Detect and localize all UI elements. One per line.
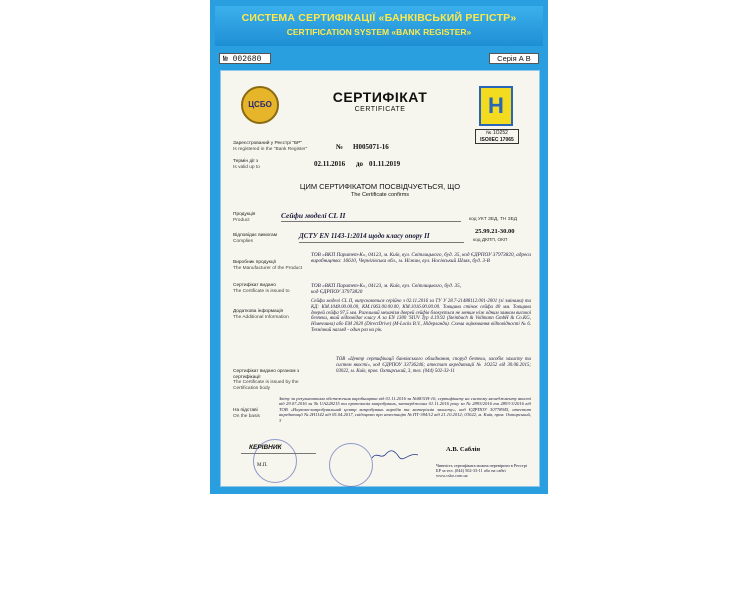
manufacturer-label-ua: Виробник продукції bbox=[233, 260, 276, 265]
head-signature-line bbox=[241, 453, 316, 454]
certification-body-label-en: The Certificate is issued by the Certification body bbox=[233, 380, 299, 391]
requirements-code-label: код ДКПП, ОКП bbox=[473, 238, 508, 243]
signature-icon bbox=[371, 449, 419, 461]
certification-body-label-ua: Сертифікат видано органом з сертифікації bbox=[233, 369, 300, 380]
basis-value: Звіту за результатами обстеження виробництва від 01.11.2016 за №0831Н-16, сертифікату на систему менеджменту якості від 29.07.2016 за № UA228215 та протоколів випробувань, затверджених 01.11.2016 року за № 2893/2016 та 2893-3/2016 від ТОВ «Науково-випробувальний центр випробувань виробів та матеріалів захисту», код ЄДРПОУ 30778945, атестат акредитації № 2H1142 від 05.04.2017, свідоцтво про атестацію № ПТ-384/12 від 21.10.2012; 03022, м. Київ, пров. Охтирський, 3 bbox=[279, 396, 531, 423]
accreditation-number: № 1O252 bbox=[486, 130, 508, 136]
additional-label bbox=[233, 309, 289, 320]
basis-label-ua: На підставі bbox=[233, 408, 258, 413]
registered-no-sign: № bbox=[336, 143, 344, 151]
issued-to-value: ТОВ «ВКП Паритет-К», 04123, м. Київ, вул. Світлицького, буд. 35, код ЄДРПОУ 37973820 bbox=[311, 283, 461, 296]
validity-label-en: Is valid up to bbox=[233, 164, 260, 170]
page-subtitle: CERTIFICATE bbox=[354, 106, 406, 113]
manufacturer-label bbox=[233, 260, 302, 271]
registered-label bbox=[233, 141, 307, 152]
system-title-ua: СИСТЕМА СЕРТИФІКАЦІЇ «БАНКІВСЬКИЙ РЕГІСТР» bbox=[241, 12, 517, 24]
requirements-label-en: Complies bbox=[233, 238, 253, 244]
issued-to-label bbox=[233, 283, 290, 294]
accreditation-badge bbox=[475, 129, 519, 144]
system-title-en: CERTIFICATION SYSTEM «BANK REGISTER» bbox=[286, 27, 472, 37]
certificate-frame bbox=[210, 0, 548, 494]
certificate-paper bbox=[220, 70, 540, 487]
additional-value: Сейфи моделі СL II, випускаються серійно з 02.11.2016 за ТУ У 28.7-21488112.001-2001 (зі змінами) та КД: КМ.1048.00.00.00, КМ.1063.00.00.00, КМ.1016.00.00.00. Товщина стінок сейфа 40 мм. Товщина дверей сейфа 97,5 мм. Ригельний механізм дверей сейфів блокується не менше ніж одним замком високої безпеки, який відповідає класу А за EN 1300 'SIUV Typ 4.19.92 (Steinbach & Vollmann GmbH & Co.KG, Німеччина) або EM 2020 (DirectDrive) (M-Locks B.V., Нідерланди). Схема оцінювання відповідності № 6. Технічний нагляд - один раз на рік. bbox=[311, 299, 531, 333]
stamp-label: М.П. bbox=[257, 463, 268, 468]
additional-label-en: The Additional Information bbox=[233, 314, 289, 320]
product-value: Сейфи моделі СL II bbox=[281, 211, 346, 220]
requirements-underline bbox=[299, 242, 464, 243]
page-title: СЕРТИФІКАТ bbox=[332, 89, 428, 105]
csbo-logo-text: ЦСБО bbox=[248, 100, 272, 109]
product-label-ua: Продукція bbox=[233, 212, 256, 217]
registered-label-en: Is registered in the "Bank Register" bbox=[233, 146, 308, 152]
product-underline bbox=[281, 221, 461, 222]
requirements-value: ДСТУ EN 1143-1:2014 щодо класу опору II bbox=[299, 232, 430, 240]
confirms-heading: ЦИМ СЕРТИФІКАТОМ ПОСВІДЧУЄТЬСЯ, ЩО bbox=[299, 182, 461, 191]
basis-label bbox=[233, 408, 260, 419]
product-code-label: код УКТ ЗЕД, ТН ЗЕД bbox=[469, 217, 518, 222]
valid-to: 01.11.2019 bbox=[369, 160, 401, 168]
valid-to-word: до bbox=[356, 160, 364, 168]
validity-label bbox=[233, 159, 260, 170]
head-label: КЕРІВНИК bbox=[249, 444, 282, 451]
requirements-code-value: 25.99.21-30.00 bbox=[475, 228, 515, 235]
issued-to-label-en: The Certificate is issued to bbox=[233, 288, 290, 294]
validity-label-ua: Термін дії з bbox=[233, 159, 259, 164]
requirements-label-ua: Відповідає вимогам bbox=[233, 233, 277, 238]
verification-note: Чинність сертифіката можна перевірити в Реєстрі БР за тел. (044) 502-33-11 або на сайті www.csbo.com.ua bbox=[436, 463, 528, 479]
certification-body-value: ТОВ «Центр сертифікації банківського обладнання, споруд безпеки, засобів захисту та систем якості», код ЄДРПОУ 33736246; атестат акредитації № 1O252 від 30.06.2015; 03022, м. Київ, пров. Охтирський, 3, тел. (044) 502-33-11 bbox=[336, 357, 531, 374]
requirements-label bbox=[233, 233, 277, 244]
confirms-subheading: The Certificate confirms bbox=[350, 192, 410, 198]
registered-label-ua: Зареєстрований у Реєстрі "БР" bbox=[233, 141, 303, 146]
number-bar bbox=[219, 53, 539, 65]
certificate-series: Серія А В bbox=[489, 53, 539, 64]
product-label-en: Product bbox=[233, 217, 250, 223]
round-stamp-right-icon bbox=[329, 443, 373, 487]
issued-to-label-ua: Сертифікат видано bbox=[233, 283, 276, 288]
accreditation-standard: ISO/IEC 17065 bbox=[480, 136, 514, 143]
certificate-number: № 002680 bbox=[219, 53, 271, 64]
certification-body-label bbox=[233, 369, 308, 391]
manufacturer-value: ТОВ «ВКП Паритет-К», 04123, м. Київ, вул. Світлицького, буд. 35, код ЄДРПОУ 37973820, адреса виробництва: 16610, Чернігівська обл., м. Ніжин, вул. Носівський Шлях, буд. 3-В bbox=[311, 252, 531, 265]
basis-label-en: On the basis bbox=[233, 413, 260, 419]
registered-number: Н005071-16 bbox=[353, 143, 389, 151]
manufacturer-label-en: The Manufacturer of the Product bbox=[233, 265, 303, 271]
head-name: А.В. Саблін bbox=[446, 446, 481, 453]
accreditation-logo-letter: Н bbox=[488, 93, 504, 118]
valid-from: 02.11.2016 bbox=[314, 160, 346, 168]
header-banner bbox=[215, 6, 543, 46]
product-label bbox=[233, 212, 255, 223]
additional-label-ua: Додаткова інформація bbox=[233, 309, 284, 314]
